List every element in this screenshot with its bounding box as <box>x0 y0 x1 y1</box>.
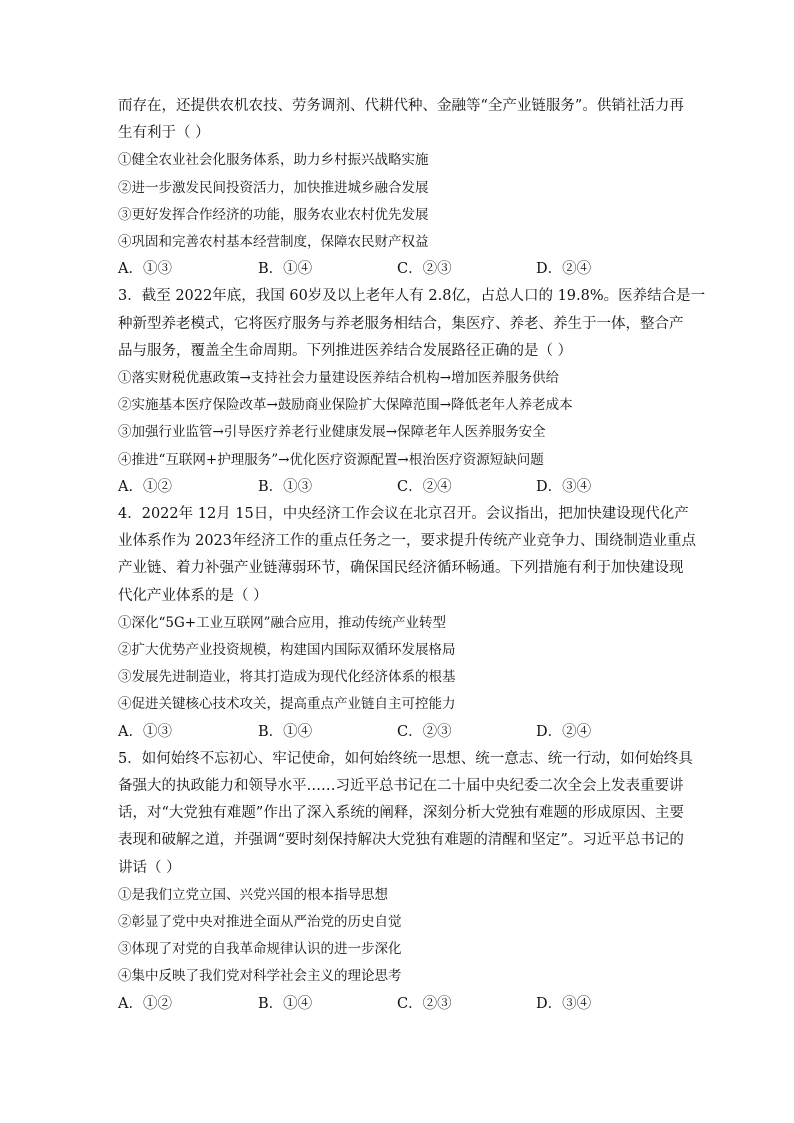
statement-option: ①是我们立党立国、兴党兴国的根本指导思想 <box>118 886 388 903</box>
statement-option: ①落实财税优惠政策→支持社会力量建设医养结合机构→增加医养服务供给 <box>118 370 560 387</box>
statement-option: ④促进关键核心技术攻关，提高重点产业链自主可控能力 <box>118 696 456 713</box>
question-stem-line: 产业链、着力补强产业链薄弱环节，确保国民经济循环畅通。下列措施有利于加快建设现 <box>118 560 684 577</box>
statement-option: ②进一步激发民间投资活力，加快推进城乡融合发展 <box>118 179 429 196</box>
statement-option: ③加强行业监管→引导医疗养老行业健康发展→保障老年人医养服务安全 <box>118 424 546 441</box>
answer-choices <box>118 256 678 283</box>
choice-d[interactable]: D．②④ <box>536 723 592 740</box>
choice-b[interactable]: B．①③ <box>258 478 313 495</box>
question-stem-line: 4．2022年 12月 15日，中央经济工作会议在北京召开。会议指出，把加快建设现代化产 <box>118 506 689 523</box>
question-stem-line: 种新型养老模式，它将医疗服务与养老服务相结合，集医疗、养老、养生于一体，整合产 <box>118 315 684 332</box>
answer-choices <box>118 719 678 746</box>
exam-page <box>118 93 706 1018</box>
choice-c[interactable]: C．②④ <box>397 478 452 495</box>
choice-a[interactable]: A．①② <box>118 478 172 495</box>
question-stem-line: 品与服务，覆盖全生命周期。下列推进医养结合发展路径正确的是（ ） <box>118 342 573 359</box>
choice-d[interactable]: D．③④ <box>536 478 592 495</box>
choice-c[interactable]: C．②③ <box>397 261 452 278</box>
question-3 <box>118 283 706 501</box>
statement-option: ④集中反映了我们党对科学社会主义的理论思考 <box>118 968 402 985</box>
choice-a[interactable]: A．①② <box>118 995 172 1012</box>
question-stem-line: 而存在，还提供农机农技、劳务调剂、代耕代种、金融等“全产业链服务”。供销社活力再 <box>118 98 684 114</box>
question-4 <box>118 501 697 746</box>
question-stem-line: 备强大的执政能力和领导水平……习近平总书记在二十届中央纪委二次全会上发表重要讲 <box>118 778 684 795</box>
choice-b[interactable]: B．①④ <box>258 723 313 740</box>
question-stem-line: 讲话（ ） <box>118 859 181 876</box>
question-stem-line: 生有利于（ ） <box>118 125 210 142</box>
statement-option: ①深化“5G+工业互联网”融合应用，推动传统产业转型 <box>118 614 446 631</box>
question-stem-line: 表现和破解之道，并强调“要时刻保持解决大党独有难题的清醒和坚定”。习近平总书记的 <box>118 832 684 849</box>
statement-option: ①健全农业社会化服务体系，助力乡村振兴战略实施 <box>118 152 429 169</box>
question-stem-line: 话，对“大党独有难题”作出了深入系统的阐释，深刻分析大党独有难题的形成原因、主要 <box>118 805 684 822</box>
statement-option: ③体现了对党的自我革命规律认识的进一步深化 <box>118 941 402 958</box>
choice-b[interactable]: B．①④ <box>258 261 313 278</box>
choice-d[interactable]: D．③④ <box>536 995 592 1012</box>
statement-option: ③更好发挥合作经济的功能，服务农业农村优先发展 <box>118 206 429 223</box>
statement-option: ②实施基本医疗保险改革→鼓励商业保险扩大保障范围→降低老年人养老成本 <box>118 397 573 414</box>
answer-choices <box>118 991 678 1018</box>
statement-option: ④推进“互联网+护理服务”→优化医疗资源配置→根治医疗资源短缺问题 <box>118 451 544 468</box>
choice-c[interactable]: C．②③ <box>397 723 452 740</box>
statement-option: ②扩大优势产业投资规模，构建国内国际双循环发展格局 <box>118 642 456 659</box>
choice-c[interactable]: C．②③ <box>397 995 452 1012</box>
question-stem-line: 5．如何始终不忘初心、牢记使命，如何始终统一思想、统一意志、统一行动，如何始终具 <box>118 750 693 767</box>
statement-option: ④巩固和完善农村基本经营制度，保障农民财产权益 <box>118 234 429 251</box>
choice-a[interactable]: A．①③ <box>118 261 172 278</box>
choice-b[interactable]: B．①④ <box>258 995 313 1012</box>
question-2 <box>118 93 684 283</box>
question-stem-line: 业体系作为 2023年经济工作的重点任务之一，要求提升传统产业竞争力、围绕制造业重点 <box>118 533 697 550</box>
statement-option: ③发展先进制造业，将其打造成为现代化经济体系的根基 <box>118 669 456 686</box>
question-stem-line: 代化产业体系的是（ ） <box>118 587 268 604</box>
choice-d[interactable]: D．②④ <box>536 261 592 278</box>
statement-option: ②彰显了党中央对推进全面从严治党的历史自觉 <box>118 914 402 931</box>
choice-a[interactable]: A．①③ <box>118 723 172 740</box>
answer-choices <box>118 474 678 501</box>
question-5 <box>118 746 693 1018</box>
question-stem-line: 3．截至 2022年底，我国 60岁及以上老年人有 2.8亿，占总人口的 19.8%。医养结合是一 <box>118 288 706 305</box>
